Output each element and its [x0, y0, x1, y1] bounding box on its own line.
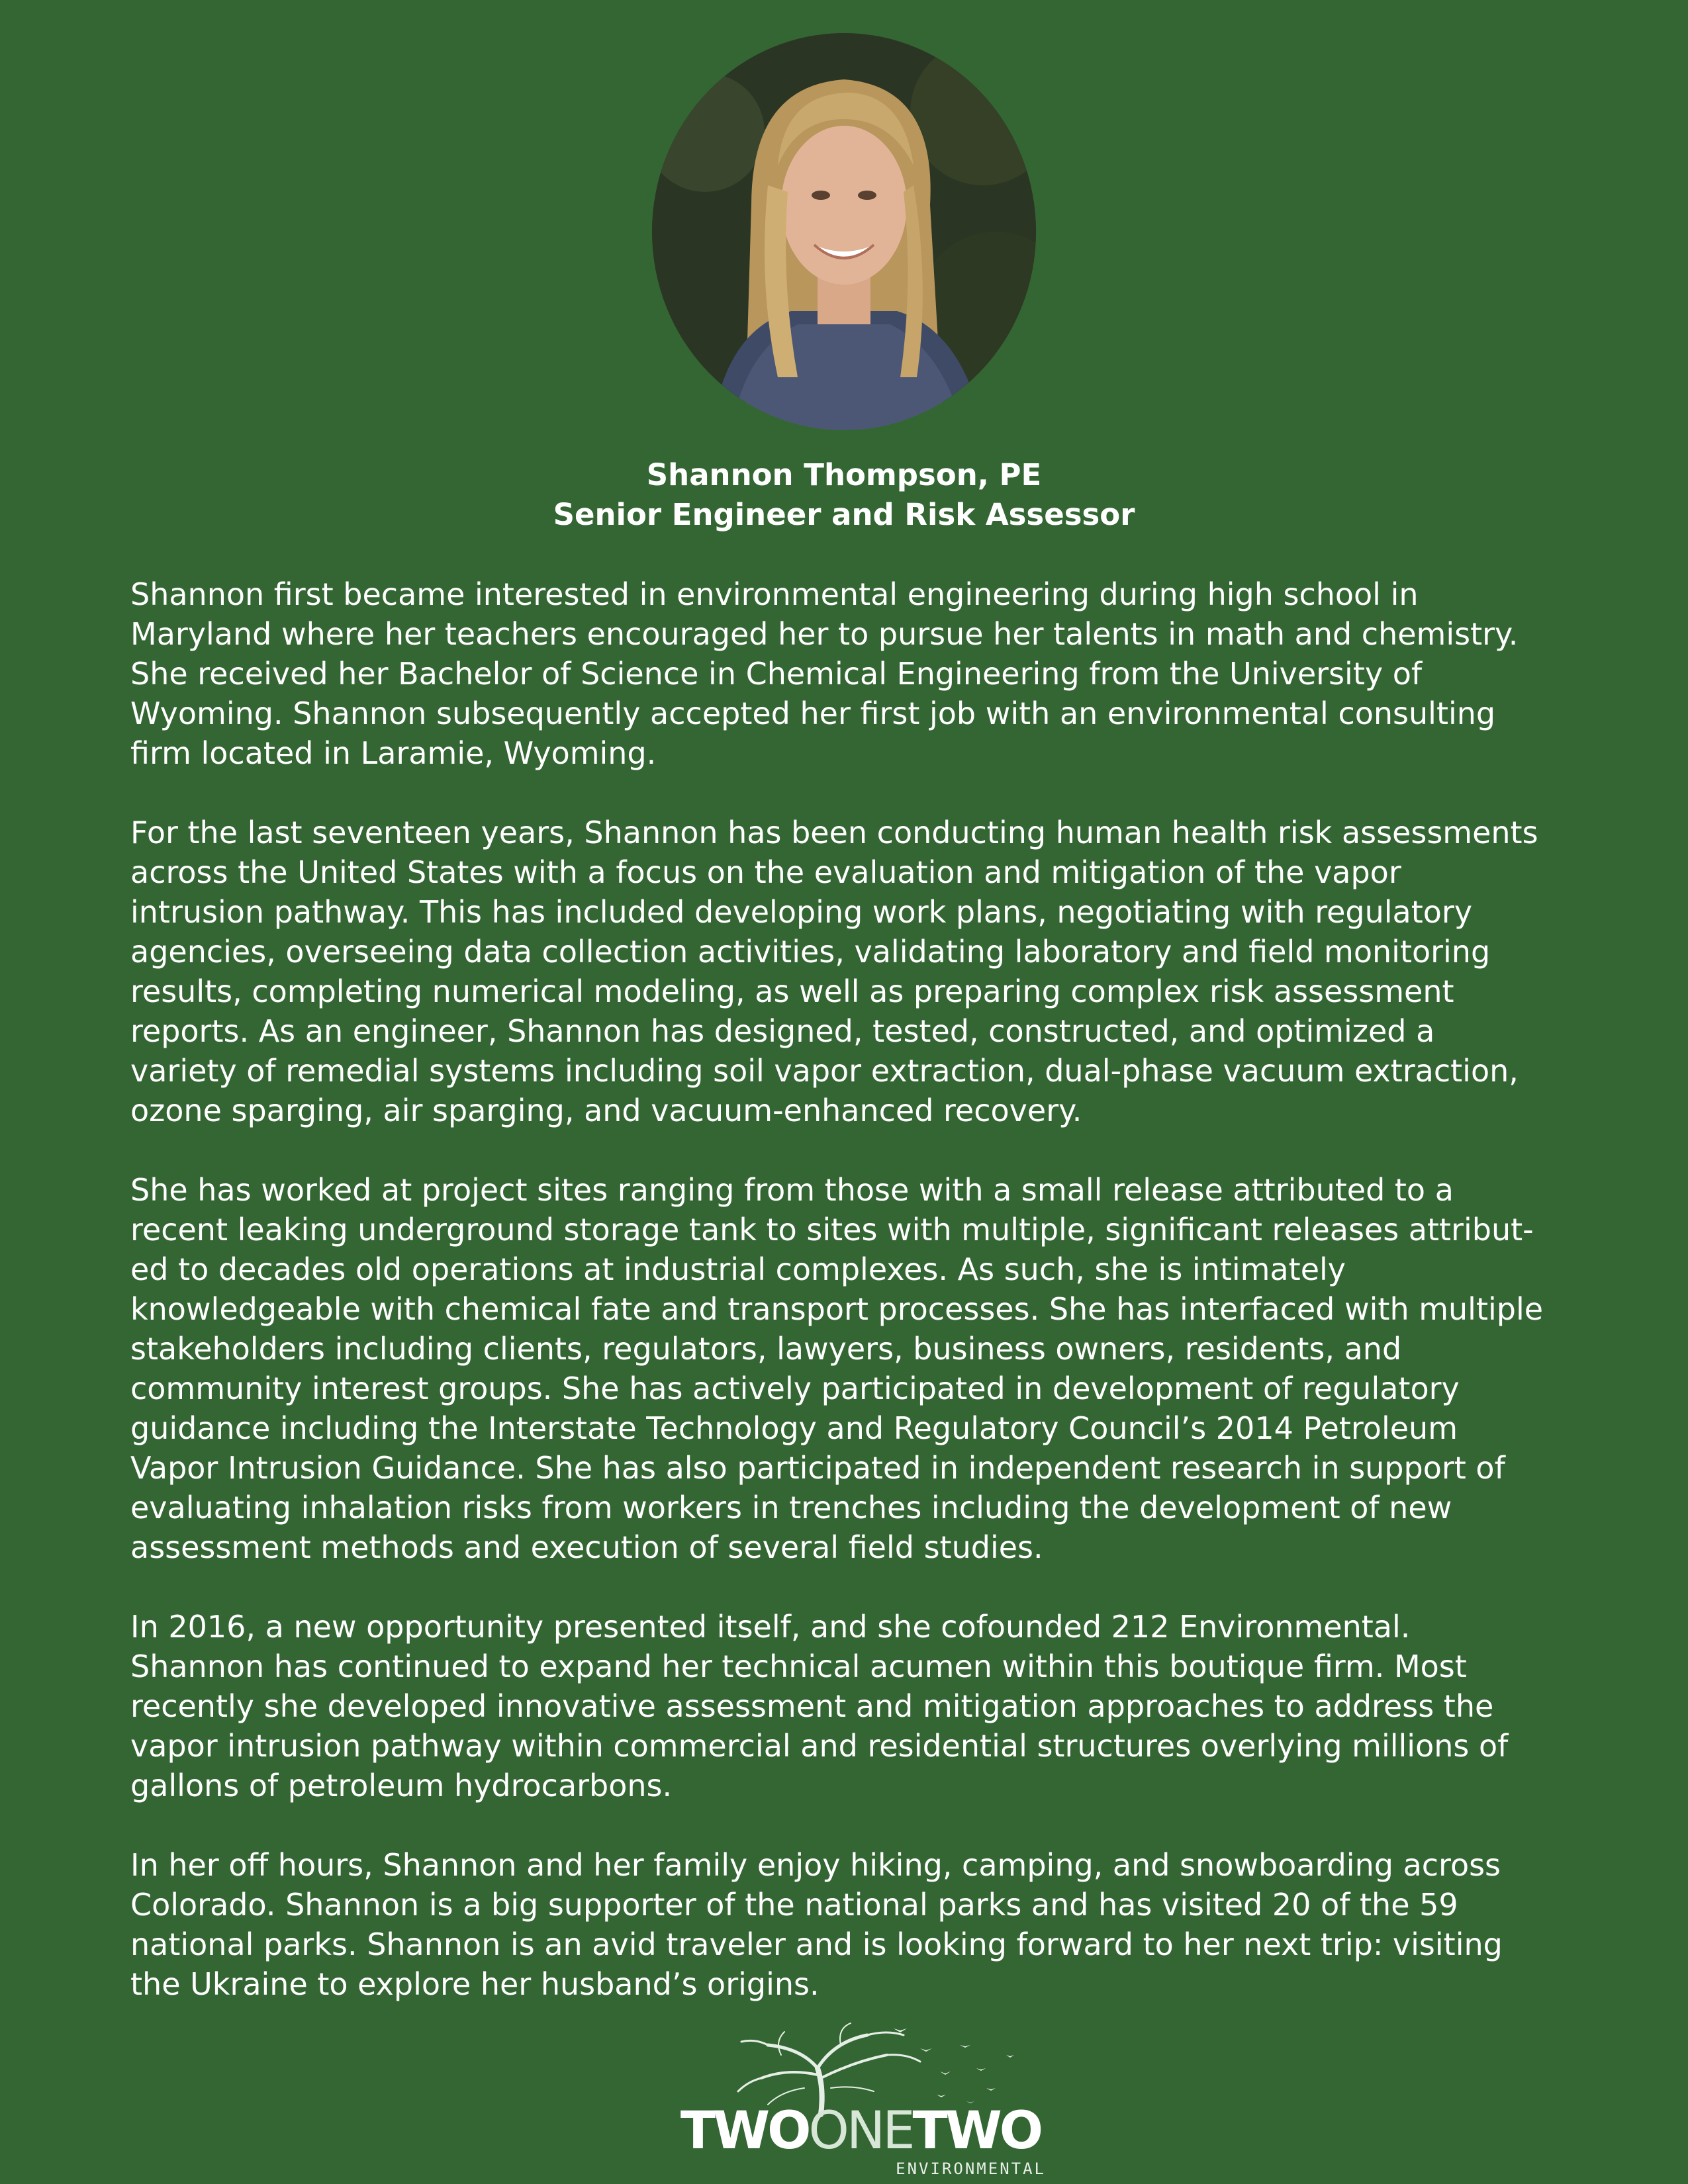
bio-paragraph: In her off hours, Shannon and her family enjoy hiking, camping, and snowboarding across Colorado. Shannon is a big supporter of the national parks and has visited 20 of the 59 national parks. Shannon is an avid traveler and is looking forward to her next trip: visiting the Ukraine to explore her husband’s origins.	[130, 1847, 1503, 2002]
portrait-illustration	[652, 33, 1036, 430]
logo-part-one: ONE	[808, 2101, 913, 2161]
bio-paragraph: In 2016, a new opportunity presented itself, and she cofounded 212 Environmental. Shannon has continued to expand her technical acumen within this boutique firm. Most recently she developed innovative assessment and mitigation approaches to address the vapor intrusion pathway within commercial and residential structures overlying millions of gallons of petroleum hydrocarbons.	[130, 1609, 1509, 1803]
heading	[0, 455, 1688, 535]
logo-part-two-end: TWO	[912, 2101, 1041, 2161]
bio-paragraph: For the last seventeen years, Shannon has been conducting human health risk assessments across the United States with a focus on the evaluation and mitigation of the vapor intrusion pathway. This has included developing work plans, negotiating with regulatory agencies, overseeing data collection activities, validating laboratory and field monitoring results, completing numerical modeling, as well as preparing complex risk assessment reports. As an engineer, Shannon has designed, tested, constructed, and optimized a variety of remedial systems including soil vapor extraction, dual-phase vacuum extraction, ozone sparging, air sparging, and vacuum-enhanced recovery.	[130, 815, 1538, 1128]
biography	[130, 574, 1620, 2044]
person-title: Senior Engineer and Risk Assessor	[553, 497, 1135, 532]
company-logo	[675, 2015, 1046, 2184]
logo-subtitle: ENVIRONMENTAL	[896, 2160, 1046, 2178]
logo-wordmark	[675, 2101, 1046, 2161]
bio-paragraph: She has worked at project sites ranging from those with a small release attributed to a recent leaking underground storage tank to sites with multiple, significant releases attribut- ed to decades old operations at industrial complexes. As such, she is intimately knowledgeable with chemical fate and transport processes. She has interfaced with multiple stakeholders including clients, regulators, lawyers, business owners, residents, and community interest groups. She has actively participated in development of regulatory guidance including the Interstate Technology and Regulatory Council’s 2014 Petroleum Vapor Intrusion Guidance. She has also participated in independent research in support of evaluating inhalation risks from workers in trenches including the development of new assessment methods and execution of several field studies.	[130, 1172, 1544, 1565]
logo-part-two: TWO	[680, 2101, 809, 2161]
bio-paragraph: Shannon first became interested in environmental engineering during high school in Maryland where her teachers encouraged her to pursue her talents in math and chemistry. She received her Bachelor of Science in Chemical Engineering from the University of Wyoming. Shannon subsequently accepted her first job with an environmental consulting firm located in Laramie, Wyoming.	[130, 576, 1519, 771]
portrait-photo	[652, 33, 1036, 430]
person-name: Shannon Thompson, PE	[646, 457, 1042, 492]
